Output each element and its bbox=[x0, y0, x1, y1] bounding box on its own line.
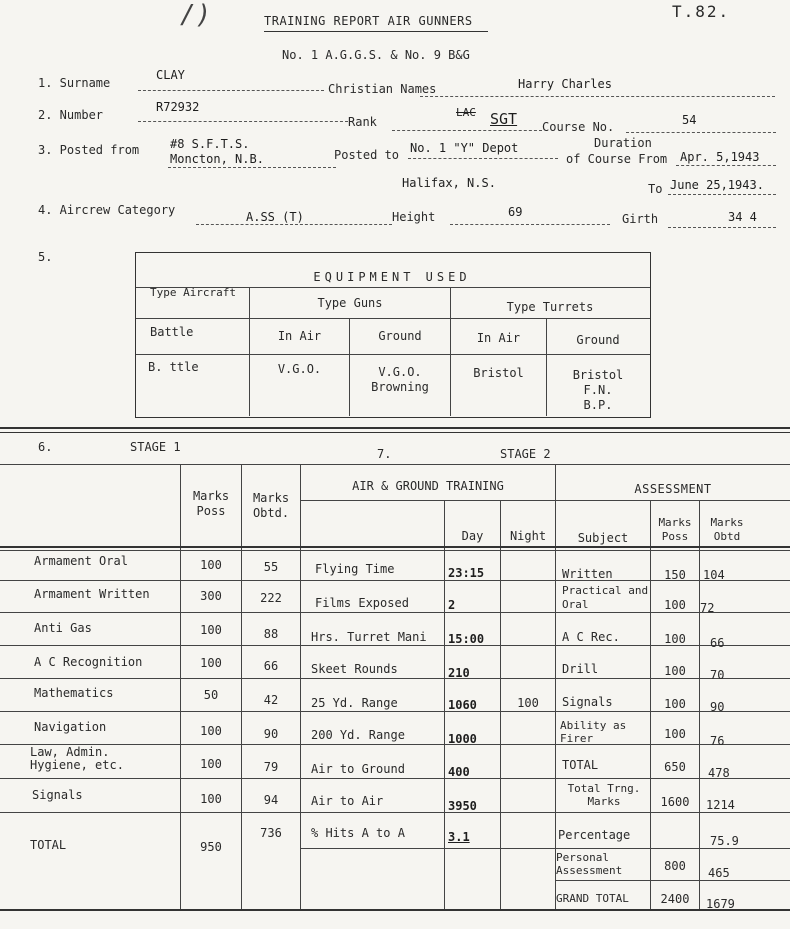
assessment-row-9-subject: Percentage bbox=[558, 828, 631, 842]
assessment-row-2-obtd: 72 bbox=[700, 601, 715, 615]
rank-label: Rank bbox=[348, 115, 377, 129]
training-row-3-item: Hrs. Turret Mani bbox=[311, 630, 427, 644]
assessment-row-11-poss: 2400 bbox=[660, 892, 690, 906]
posted-from-line1: #8 S.F.T.S. bbox=[170, 137, 250, 151]
training-row-6-item: 200 Yd. Range bbox=[311, 728, 405, 742]
stage1-row-7-obtd: 79 bbox=[263, 760, 279, 774]
assessment-row-3-subject: A C Rec. bbox=[562, 630, 620, 644]
stage1-row-3-poss: 100 bbox=[200, 623, 222, 637]
duration-label-2: of Course From bbox=[566, 152, 668, 166]
stage1-row-5-obtd: 42 bbox=[263, 693, 279, 707]
stage1-row-2-obtd: 222 bbox=[260, 591, 282, 605]
training-row-5-item: 25 Yd. Range bbox=[311, 696, 398, 710]
course-label: Course No. bbox=[542, 120, 615, 134]
aircraft-value: B. ttle bbox=[148, 360, 199, 374]
assessment-row-10-poss: 800 bbox=[664, 859, 686, 873]
aircraft-battle: Battle bbox=[150, 325, 194, 339]
type-turrets-header: Type Turrets bbox=[506, 300, 594, 314]
guns-ground-value-1: V.G.O. bbox=[378, 365, 422, 379]
assessment-row-1-obtd: 104 bbox=[703, 568, 725, 582]
course-from-date: Apr. 5,1943 bbox=[680, 150, 760, 164]
training-row-4-day: 210 bbox=[448, 666, 470, 680]
day-header: Day bbox=[461, 529, 484, 543]
stage-2-title: STAGE 2 bbox=[500, 447, 551, 461]
training-row-7-day: 400 bbox=[448, 765, 470, 779]
training-row-6-day: 1000 bbox=[448, 732, 477, 746]
stage1-row-4-poss: 100 bbox=[200, 656, 222, 670]
assessment-row-10-subject: Personal Assessment bbox=[556, 851, 623, 877]
assessment-row-6-subject: Ability as Firer bbox=[560, 719, 627, 745]
surname-label: 1. Surname bbox=[38, 76, 111, 90]
stage1-row-5-poss: 50 bbox=[203, 688, 219, 702]
training-row-5-night: 100 bbox=[517, 696, 539, 710]
training-row-8-day: 3950 bbox=[448, 799, 477, 813]
duration-label-1: Duration bbox=[594, 136, 652, 150]
stage1-row-1-subject: Armament Oral bbox=[34, 554, 128, 568]
stage1-row-6-obtd: 90 bbox=[263, 727, 279, 741]
posted-from-line2: Moncton, N.B. bbox=[170, 152, 264, 166]
assessment-row-9-obtd: 75.9 bbox=[710, 834, 739, 848]
assessment-row-7-subject: TOTAL bbox=[562, 758, 599, 772]
section-5-number: 5. bbox=[38, 250, 53, 264]
posted-to-line1: No. 1 "Y" Depot bbox=[410, 141, 519, 155]
stage1-row-3-subject: Anti Gas bbox=[34, 621, 92, 635]
assessment-row-6-poss: 100 bbox=[664, 727, 686, 741]
christian-names-value: Harry Charles bbox=[518, 77, 612, 91]
assessment-row-11-obtd: 1679 bbox=[706, 897, 735, 911]
training-row-4-item: Skeet Rounds bbox=[311, 662, 398, 676]
assessment-row-7-poss: 650 bbox=[664, 760, 686, 774]
stage1-marks-poss-header: Marks Poss bbox=[192, 489, 230, 518]
stage-1-title: STAGE 1 bbox=[130, 440, 181, 454]
aircrew-category-label: 4. Aircrew Category bbox=[38, 203, 176, 217]
assessment-row-8-poss: 1600 bbox=[660, 795, 690, 809]
training-row-5-day: 1060 bbox=[448, 698, 477, 712]
course-to-label: To bbox=[648, 182, 663, 196]
assessment-row-2-subject: Practical and Oral bbox=[562, 584, 649, 611]
height-label: Height bbox=[392, 210, 436, 224]
assessment-row-3-poss: 100 bbox=[664, 632, 686, 646]
course-to-date: June 25,1943. bbox=[670, 178, 764, 192]
stage1-row-5-subject: Mathematics bbox=[34, 686, 114, 700]
stage1-row-3-obtd: 88 bbox=[263, 627, 279, 641]
stage1-total-label: TOTAL bbox=[30, 838, 67, 852]
guns-ground-header: Ground bbox=[378, 329, 422, 343]
stage1-row-1-obtd: 55 bbox=[263, 560, 279, 574]
assessment-row-6-obtd: 76 bbox=[710, 734, 725, 748]
course-value: 54 bbox=[682, 113, 697, 127]
assessment-row-5-obtd: 90 bbox=[710, 700, 725, 714]
training-row-7-item: Air to Ground bbox=[311, 762, 405, 776]
turrets-in-air-header: In Air bbox=[476, 331, 521, 345]
guns-air-value: V.G.O. bbox=[277, 362, 322, 376]
assessment-row-1-poss: 150 bbox=[664, 568, 686, 582]
assessment-row-11-subject: GRAND TOTAL bbox=[556, 892, 629, 905]
turret-ground-value-3: B.P. bbox=[583, 398, 613, 412]
assessment-row-5-subject: Signals bbox=[562, 695, 613, 709]
training-row-9-item: % Hits A to A bbox=[311, 826, 405, 840]
stage1-total-obtd: 736 bbox=[260, 826, 282, 840]
stage1-row-6-subject: Navigation bbox=[34, 720, 107, 734]
assessment-row-7-obtd: 478 bbox=[708, 766, 730, 780]
training-row-8-item: Air to Air bbox=[311, 794, 384, 808]
stage1-row-6-poss: 100 bbox=[200, 724, 222, 738]
stage1-marks-obtd-header: Marks Obtd. bbox=[252, 491, 290, 520]
type-guns-header: Type Guns bbox=[317, 296, 383, 310]
posted-to-label: Posted to bbox=[334, 148, 400, 162]
training-row-3-day: 15:00 bbox=[448, 632, 485, 646]
assessment-row-8-obtd: 1214 bbox=[706, 798, 735, 812]
number-label: 2. Number bbox=[38, 108, 104, 122]
assessment-marks-obtd-header: Marks Obtd bbox=[710, 516, 744, 543]
assessment-row-4-obtd: 70 bbox=[710, 668, 725, 682]
turrets-ground-header: Ground bbox=[576, 333, 620, 347]
night-header: Night bbox=[509, 529, 547, 543]
section-6-number: 6. bbox=[38, 440, 53, 454]
rank-struck: LAC bbox=[456, 106, 476, 119]
assessment-marks-poss-header: Marks Poss bbox=[658, 516, 692, 543]
assessment-row-10-obtd: 465 bbox=[708, 866, 730, 880]
stage1-row-4-subject: A C Recognition bbox=[34, 655, 143, 669]
posted-to-line2: Halifax, N.S. bbox=[402, 176, 496, 190]
surname-value: CLAY bbox=[156, 68, 185, 82]
stage1-row-2-poss: 300 bbox=[200, 589, 222, 603]
stage1-row-2-subject: Armament Written bbox=[34, 587, 150, 601]
assessment-header: ASSESSMENT bbox=[634, 482, 712, 496]
assessment-row-4-poss: 100 bbox=[664, 664, 686, 678]
turret-air-value: Bristol bbox=[473, 366, 524, 380]
turret-ground-value-2: F.N. bbox=[583, 383, 613, 397]
equipment-title: EQUIPMENT USED bbox=[313, 270, 471, 284]
air-ground-training-header: AIR & GROUND TRAINING bbox=[352, 479, 504, 493]
training-row-9-day: 3.1 bbox=[448, 830, 470, 844]
posted-from-label: 3. Posted from bbox=[38, 143, 140, 157]
guns-ground-value-2: Browning bbox=[371, 380, 429, 394]
training-row-2-item: Films Exposed bbox=[315, 596, 409, 610]
stage1-row-7-subject: Law, Admin. Hygiene, etc. bbox=[30, 745, 124, 772]
stage1-row-8-obtd: 94 bbox=[263, 793, 279, 807]
girth-value: 34 4 bbox=[728, 210, 757, 224]
girth-label: Girth bbox=[622, 212, 659, 226]
assessment-row-8-subject: Total Trng. Marks bbox=[567, 782, 641, 808]
rank-value: SGT bbox=[490, 110, 518, 128]
christian-names-label: Christian Names bbox=[328, 82, 437, 96]
turret-ground-value-1: Bristol bbox=[572, 368, 624, 382]
aircrew-category-value: A.SS (T) bbox=[246, 210, 304, 224]
assessment-row-1-subject: Written bbox=[562, 567, 613, 581]
stage1-row-4-obtd: 66 bbox=[263, 659, 279, 673]
number-value: R72932 bbox=[156, 100, 200, 114]
stage1-row-8-poss: 100 bbox=[200, 792, 222, 806]
assessment-row-2-poss: 100 bbox=[664, 598, 686, 612]
stage1-row-8-subject: Signals bbox=[32, 788, 83, 802]
type-aircraft-header: Type Aircraft bbox=[149, 286, 237, 299]
assessment-row-3-obtd: 66 bbox=[710, 636, 725, 650]
guns-in-air-header: In Air bbox=[277, 329, 322, 343]
section-7-number: 7. bbox=[377, 447, 392, 461]
assessment-row-4-subject: Drill bbox=[562, 662, 599, 676]
stage1-total-poss: 950 bbox=[200, 840, 222, 854]
form-reference: T.82. bbox=[672, 2, 731, 21]
training-row-1-item: Flying Time bbox=[315, 562, 395, 576]
form-subtitle: No. 1 A.G.G.S. & No. 9 B&G bbox=[282, 48, 470, 62]
stage1-row-1-poss: 100 bbox=[200, 558, 222, 572]
height-value: 69 bbox=[508, 205, 523, 219]
assessment-row-5-poss: 100 bbox=[664, 697, 686, 711]
training-row-2-day: 2 bbox=[448, 598, 456, 612]
handwritten-mark: /) bbox=[180, 0, 212, 30]
training-row-1-day: 23:15 bbox=[448, 566, 485, 580]
form-title: TRAINING REPORT AIR GUNNERS bbox=[264, 14, 473, 28]
stage1-row-7-poss: 100 bbox=[200, 757, 222, 771]
assessment-subject-header: Subject bbox=[577, 531, 629, 545]
